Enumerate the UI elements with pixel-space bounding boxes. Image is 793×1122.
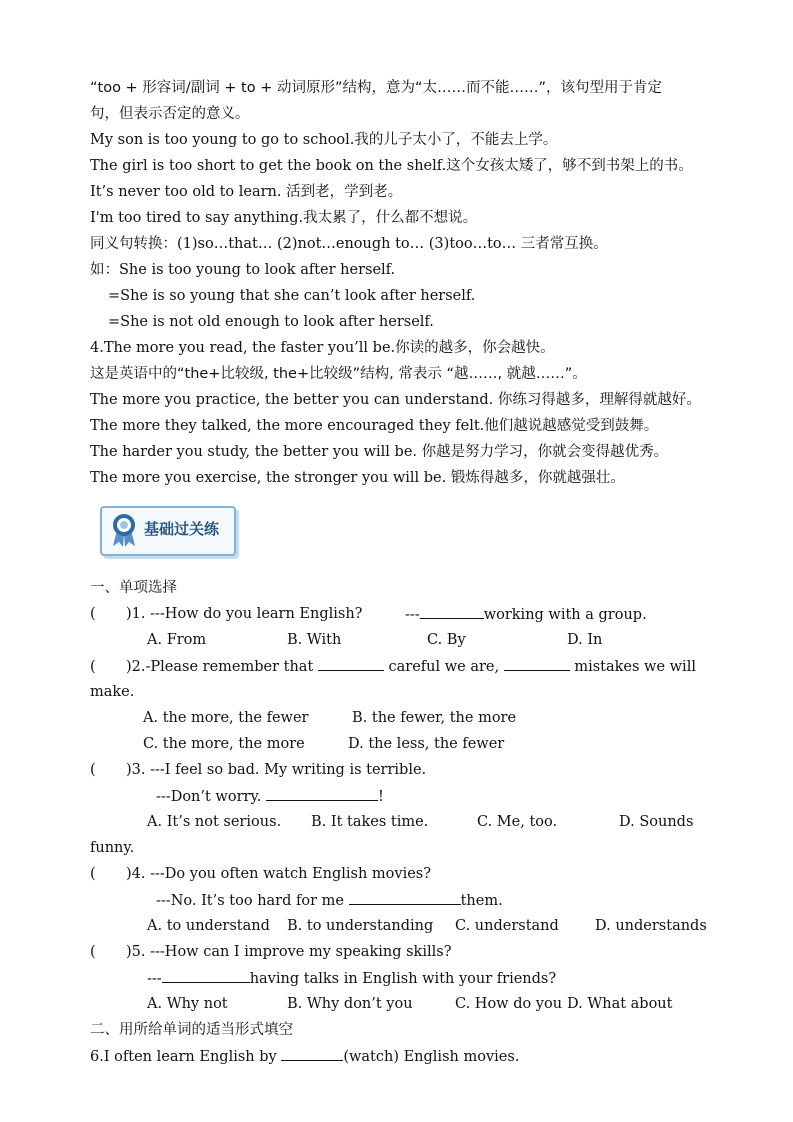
answer-blank[interactable] [349, 890, 461, 905]
grammar-line-5: It’s never too old to learn. 活到老，学到老。 [90, 184, 403, 200]
answer-blank[interactable] [281, 1046, 343, 1061]
grammar-line-11: 4.The more you read, the faster you’ll be.你读的越多，你会越快。 [90, 340, 555, 356]
q5-option-b[interactable]: B. Why don’t you [287, 996, 413, 1012]
question-5-answer: --- having talks in English with your friends? [147, 968, 556, 989]
grammar-line-14: The more they talked, the more encouraged they felt.他们越说越感觉受到鼓舞。 [90, 418, 659, 434]
question-2: ( )2.-Please remember that careful we are, mistakes we will [90, 656, 696, 677]
q2-option-a[interactable]: A. the more, the fewer [143, 710, 309, 726]
answer-blank[interactable] [266, 786, 378, 801]
section1-title: 一、单项选择 [90, 580, 177, 596]
grammar-line-15: The harder you study, the better you will be. 你越是努力学习，你就会变得越优秀。 [90, 444, 669, 460]
answer-blank[interactable] [318, 656, 384, 671]
question-5: ( )5. ---How can I improve my speaking skills? [90, 944, 452, 960]
section-badge [100, 506, 236, 556]
grammar-line-3: My son is too young to go to school.我的儿子太小了，不能去上学。 [90, 132, 558, 148]
q5-option-d[interactable]: D. What about [567, 996, 673, 1012]
q3-option-b[interactable]: B. It takes time. [311, 814, 429, 830]
q1-option-b[interactable]: B. With [287, 632, 342, 648]
q4-option-c[interactable]: C. understand [455, 918, 559, 934]
medal-icon [110, 512, 138, 548]
question-3: ( )3. ---I feel so bad. My writing is terrible. [90, 762, 427, 778]
grammar-line-16: The more you exercise, the stronger you will be. 锻炼得越多，你就越强壮。 [90, 470, 625, 486]
q4-option-d[interactable]: D. understands [595, 918, 707, 934]
grammar-line-1: “too + 形容词/副词 + to + 动词原形”结构，意为“太……而不能……”，该句型用于肯定 [90, 80, 663, 96]
question-2-cont: make. [90, 684, 135, 700]
q1-option-c[interactable]: C. By [427, 632, 466, 648]
grammar-line-7: 同义句转换：(1)so…that… (2)not…enough to… (3)too…to… 三者常互换。 [90, 236, 608, 252]
q3-option-a[interactable]: A. It’s not serious. [147, 814, 282, 830]
grammar-line-12: 这是英语中的“the+比较级, the+比较级”结构, 常表示 “越……, 就越……”。 [90, 366, 587, 382]
q2-option-d[interactable]: D. the less, the fewer [348, 736, 505, 752]
q2-option-c[interactable]: C. the more, the more [143, 736, 305, 752]
q4-option-b[interactable]: B. to understanding [287, 918, 434, 934]
q5-option-a[interactable]: A. Why not [147, 996, 228, 1012]
question-4: ( )4. ---Do you often watch English movies? [90, 866, 432, 882]
grammar-line-2: 句，但表示否定的意义。 [90, 106, 250, 122]
q3-option-c[interactable]: C. Me, too. [477, 814, 558, 830]
question-4-answer: ---No. It’s too hard for me them. [156, 890, 503, 911]
grammar-line-10: =She is not old enough to look after herself. [108, 314, 434, 330]
q5-option-c[interactable]: C. How do you [455, 996, 563, 1012]
question-3-answer: ---Don’t worry. ! [156, 786, 384, 807]
question-6: 6.I often learn English by (watch) English movies. [90, 1046, 519, 1067]
q2-option-b[interactable]: B. the fewer, the more [352, 710, 517, 726]
answer-blank[interactable] [162, 968, 250, 983]
grammar-line-4: The girl is too short to get the book on the shelf.这个女孩太矮了，够不到书架上的书。 [90, 158, 693, 174]
question-1-answer: --- working with a group. [405, 604, 647, 625]
badge-label: 基础过关练 [144, 520, 220, 538]
grammar-line-13: The more you practice, the better you can understand. 你练习得越多，理解得就越好。 [90, 392, 701, 408]
section2-title: 二、用所给单词的适当形式填空 [90, 1022, 293, 1038]
q4-option-a[interactable]: A. to understand [147, 918, 270, 934]
question-3-cont: funny. [90, 840, 135, 856]
grammar-line-6: I'm too tired to say anything.我太累了，什么都不想说。 [90, 210, 478, 226]
answer-blank[interactable] [420, 604, 484, 619]
answer-blank[interactable] [504, 656, 570, 671]
grammar-line-8: 如：She is too young to look after herself. [90, 262, 396, 278]
q1-option-a[interactable]: A. From [147, 632, 207, 648]
question-1: ( )1. ---How do you learn English? [90, 606, 363, 622]
q3-option-d[interactable]: D. Sounds [619, 814, 694, 830]
grammar-line-9: =She is so young that she can’t look after herself. [108, 288, 476, 304]
q1-option-d[interactable]: D. In [567, 632, 603, 648]
